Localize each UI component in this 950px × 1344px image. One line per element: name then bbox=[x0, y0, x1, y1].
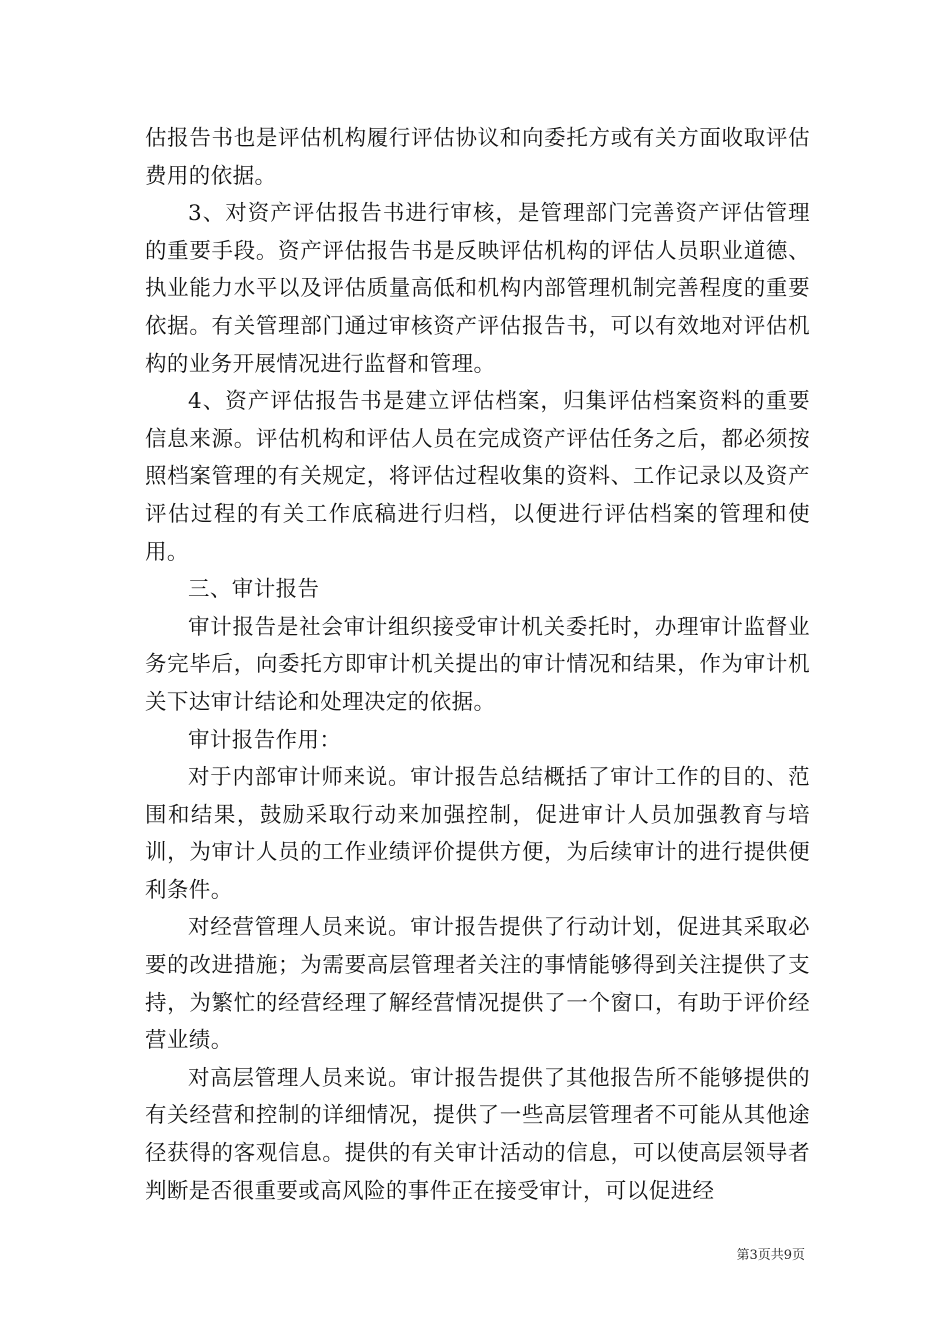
paragraph-6: 对经营管理人员来说。审计报告提供了行动计划，促进其采取必要的改进措施；为需要高层管理者关注的事情能够得到关注提供了支持，为繁忙的经营经理了解经营情况提供了一个窗口，有助于评价经营业绩。 bbox=[145, 915, 810, 1054]
paragraph-5: 对于内部审计师来说。审计报告总结概括了审计工作的目的、范围和结果，鼓励采取行动来加强控制，促进审计人员加强教育与培训，为审计人员的工作业绩评价提供方便，为后续审计的进行提供便利条件。 bbox=[145, 765, 810, 903]
paragraph-7: 对高层管理人员来说。审计报告提供了其他报告所不能够提供的有关经营和控制的详细情况，提供了一些高层管理者不可能从其他途径获得的客观信息。提供的有关审计活动的信息，可以使高层领导者判断是否很重要或高风险的事件正在接受审计，可以促进经 bbox=[145, 1065, 810, 1204]
page-number: 第3页共9页 bbox=[736, 1248, 805, 1263]
section-heading: 三、审计报告 bbox=[188, 577, 320, 603]
paragraph-1: 估报告书也是评估机构履行评估协议和向委托方或有关方面收取评估费用的依据。 bbox=[145, 126, 810, 189]
paragraph-3: 4、资产评估报告书是建立评估档案，归集评估档案资料的重要信息来源。评估机构和评估人员在完成资产评估任务之后，都必须按照档案管理的有关规定，将评估过程收集的资料、工作记录以及资产评估过程的有关工作底稿进行归档，以便进行评估档案的管理和使用。 bbox=[145, 389, 810, 565]
page-body bbox=[145, 120, 810, 1210]
paragraph-4: 审计报告是社会审计组织接受审计机关委托时，办理审计监督业务完毕后，向委托方即审计机关提出的审计情况和结果，作为审计机关下达审计结论和处理决定的依据。 bbox=[145, 614, 810, 715]
subheading-audit-report-role: 审计报告作用： bbox=[188, 727, 342, 753]
paragraph-2: 3、对资产评估报告书进行审核，是管理部门完善资产评估管理的重要手段。资产评估报告书是反映评估机构的评估人员职业道德、执业能力水平以及评估质量高低和机构内部管理机制完善程度的重要依据。有关管理部门通过审核资产评估报告书，可以有效地对评估机构的业务开展情况进行监督和管理。 bbox=[145, 201, 810, 377]
